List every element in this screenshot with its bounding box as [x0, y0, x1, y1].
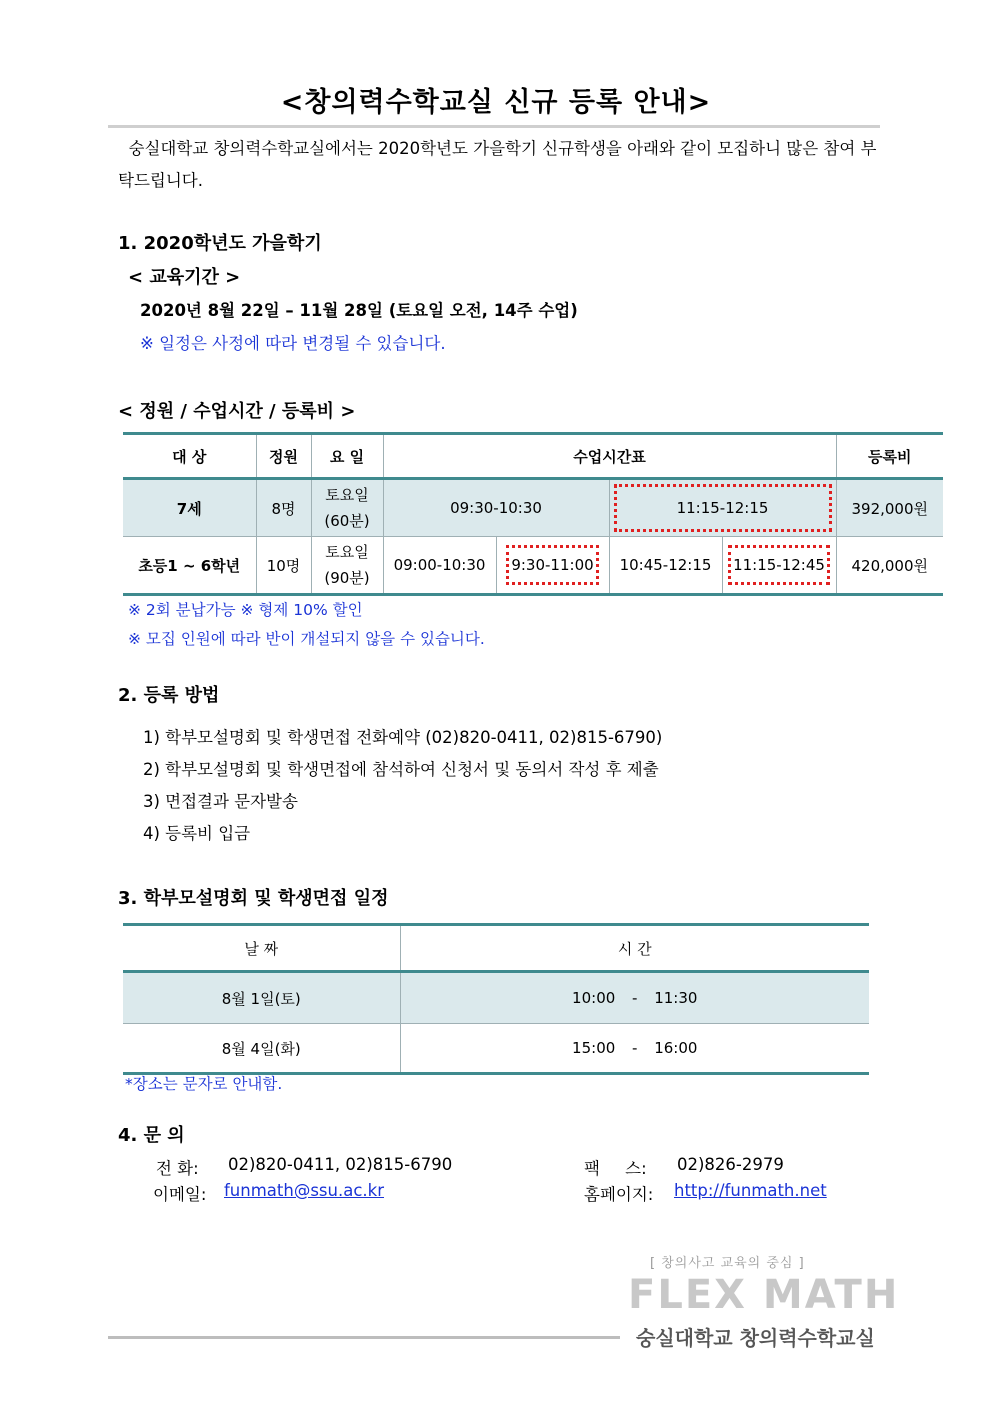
header-time: 시 간 — [400, 925, 869, 972]
intro-paragraph — [118, 133, 878, 197]
table-row — [123, 972, 869, 1024]
footer-tagline: [ 창의사고 교육의 중심 ] — [650, 1256, 805, 1271]
row2-time3: 10:45-12:15 — [609, 537, 722, 595]
row2-day-name: 토요일 — [325, 543, 369, 561]
enrollment-note: ※ 모집 인원에 따라 반이 개설되지 않을 수 있습니다. — [128, 630, 485, 648]
homepage-label: 홈페이지: — [584, 1185, 654, 1204]
row1-fee: 392,000원 — [836, 479, 943, 537]
intro-text: 숭실대학교 창의력수학교실에서는 2020학년도 가을학기 신규학생을 아래와 같이 모집하니 많은 참여 부탁드립니다. — [118, 139, 877, 190]
method-item-1: 1) 학부모설명회 및 학생면접 전화예약 (02)820-0411, 02)815-6790) — [143, 728, 663, 747]
row1-time2-cell — [609, 479, 836, 537]
row2-time2-cell — [496, 537, 609, 595]
row1-time2-highlight: 11:15-12:15 — [614, 484, 832, 532]
row2-duration: (90분) — [324, 569, 370, 587]
row2-capacity: 10명 — [256, 537, 311, 595]
header-fee: 등록비 — [836, 434, 943, 479]
row1-capacity: 8명 — [256, 479, 311, 537]
class-table-header — [123, 434, 943, 479]
footer-divider — [108, 1336, 620, 1339]
header-capacity: 정원 — [256, 434, 311, 479]
method-item-4: 4) 등록비 입금 — [143, 824, 251, 843]
row1-target: 7세 — [123, 479, 256, 537]
education-period: 2020년 8월 22일 – 11월 28일 (토요일 오전, 14주 수업) — [140, 301, 578, 320]
row2-time4-cell — [722, 537, 836, 595]
fax-value: 02)826-2979 — [677, 1155, 784, 1174]
section4-heading: 4. 문 의 — [118, 1125, 185, 1146]
schedule-table — [123, 923, 869, 1075]
schedule-date-1: 8월 1일(토) — [123, 972, 400, 1024]
schedule-time-2: 15:00 - 16:00 — [400, 1024, 869, 1074]
row2-day — [311, 537, 383, 595]
phone-value: 02)820-0411, 02)815-6790 — [228, 1155, 453, 1174]
email-link[interactable]: funmath@ssu.ac.kr — [224, 1181, 384, 1200]
schedule-time-1: 10:00 - 11:30 — [400, 972, 869, 1024]
row2-time1: 09:00-10:30 — [383, 537, 496, 595]
schedule-change-note: ※ 일정은 사정에 따라 변경될 수 있습니다. — [140, 334, 446, 353]
row1-time1: 09:30-10:30 — [383, 479, 609, 537]
class-table — [123, 432, 943, 596]
section3-heading: 3. 학부모설명회 및 학생면접 일정 — [118, 888, 389, 909]
row2-time4-highlight: 11:15-12:45 — [728, 545, 830, 585]
table-row — [123, 479, 943, 537]
flexmath-logo: FLEX MATH — [628, 1272, 900, 1318]
page-title: <창의력수학교실 신규 등록 안내> — [280, 87, 712, 118]
fax-label: 팩 스: — [584, 1159, 647, 1178]
schedule-table-header — [123, 925, 869, 972]
section1-heading: 1. 2020학년도 가을학기 — [118, 233, 322, 254]
row1-duration: (60분) — [324, 512, 370, 530]
schedule-date-2: 8월 4일(화) — [123, 1024, 400, 1074]
header-target: 대 상 — [123, 434, 256, 479]
row2-fee: 420,000원 — [836, 537, 943, 595]
table-row — [123, 537, 943, 595]
education-period-label: < 교육기간 > — [128, 267, 241, 288]
footer-org-name: 숭실대학교 창의력수학교실 — [636, 1326, 875, 1350]
header-day: 요 일 — [311, 434, 383, 479]
installment-note: ※ 2회 분납가능 ※ 형제 10% 할인 — [128, 601, 363, 619]
header-timetable: 수업시간표 — [383, 434, 836, 479]
row1-day — [311, 479, 383, 537]
phone-label: 전 화: — [156, 1159, 199, 1178]
title-underline — [108, 125, 880, 128]
row2-target: 초등1 ~ 6학년 — [123, 537, 256, 595]
location-note: *장소는 문자로 안내함. — [125, 1075, 283, 1093]
table-row — [123, 1024, 869, 1074]
email-label: 이메일: — [153, 1185, 207, 1204]
section2-heading: 2. 등록 방법 — [118, 685, 220, 706]
capacity-table-heading: < 정원 / 수업시간 / 등록비 > — [118, 401, 356, 422]
row2-time2-highlight: 9:30-11:00 — [506, 545, 598, 585]
row1-day-name: 토요일 — [325, 486, 369, 504]
method-item-3: 3) 면접결과 문자발송 — [143, 792, 298, 811]
method-item-2: 2) 학부모설명회 및 학생면접에 참석하여 신청서 및 동의서 작성 후 제출 — [143, 760, 659, 779]
homepage-link[interactable]: http://funmath.net — [674, 1181, 827, 1200]
header-date: 날 짜 — [123, 925, 400, 972]
